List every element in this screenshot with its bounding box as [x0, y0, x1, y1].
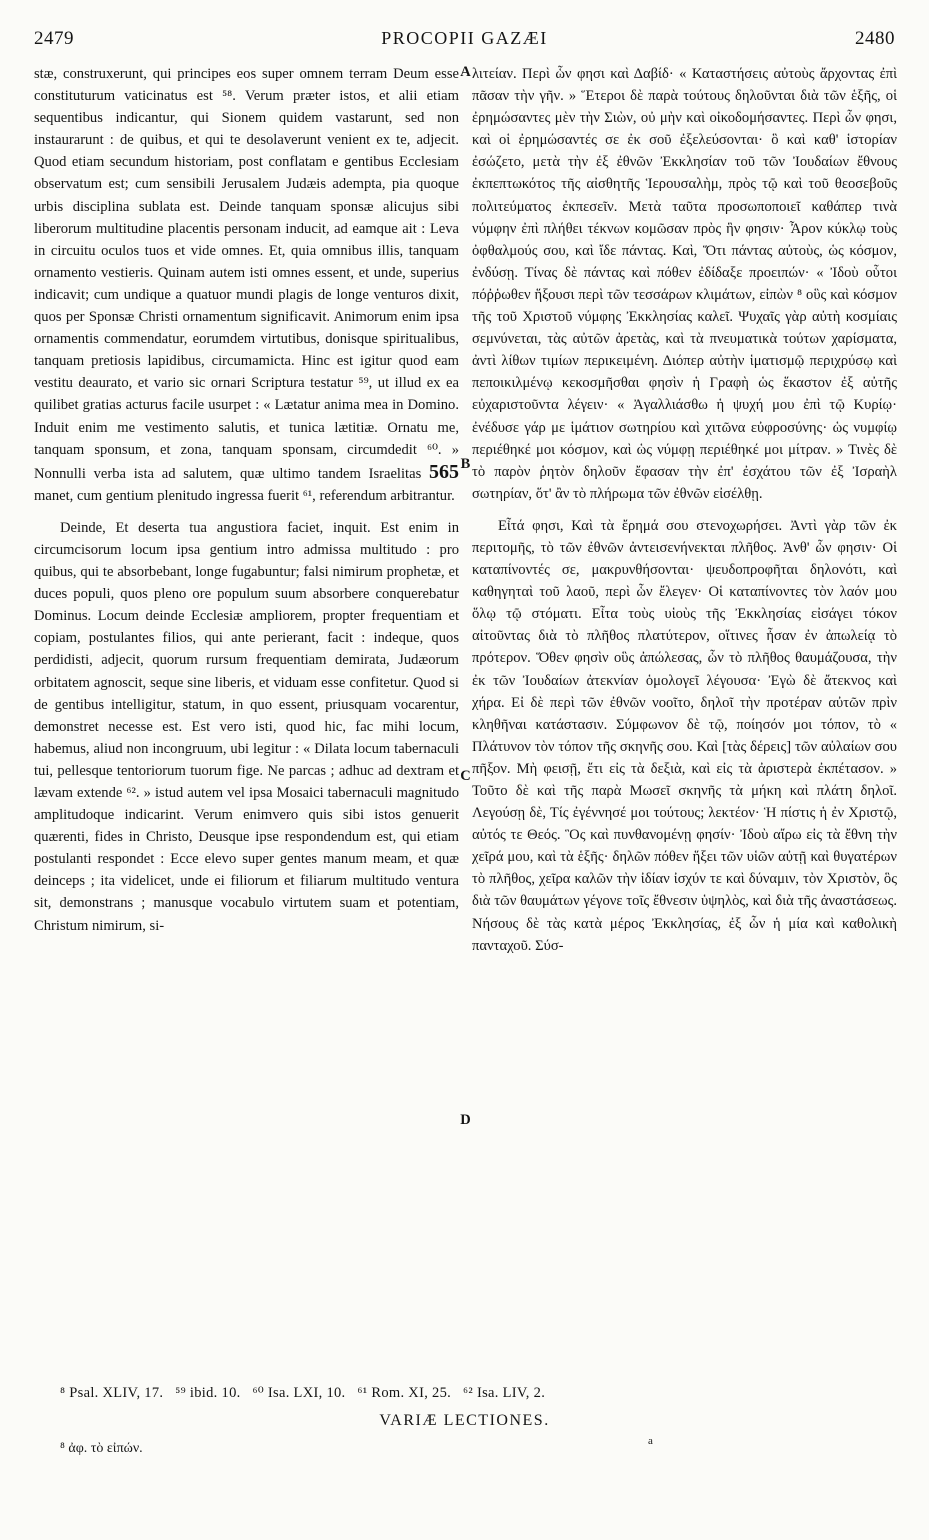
footnotes: [60, 1385, 895, 1402]
greek-column: [472, 63, 897, 957]
footnote: ⁶² Isa. LIV, 2.: [463, 1385, 546, 1401]
right-page-number: 2480: [855, 28, 895, 49]
footnote: ⁵⁹ ibid. 10.: [175, 1385, 241, 1401]
latin-paragraph-2: Deinde, Et deserta tua angustiora faciet, inquit. Est enim in circumcisorum locum ipsa gentium intro admissa multitudo : pro quibus, qui te absorbebant, longe fugabuntur; falsi nimirum prophetæ, et duces populi, quos pleno ore populum suum absorbere conquerebatur Dominus. Locum deinde Ecclesiæ ampliorem, propter frequentiam et copiam, postulantes filios, qui ante perierant, facit : indeque, quos perdidisti, adjecit, quorum rursum frequentiam demirata, Judæorum orbitatem agnoscit, seque sine liberis, et viduam esse confitetur. Quod si de gentibus intelligitur, statum, in quo essent, priusquam vocarentur, demonstret necesse est. Est vero isti, quod hic, fac mihi locum, habemus, aliud non incongruum, ubi legitur : « Dilata locum tabernaculi tui, pellesque tentoriorum tuorum fige. Ne parcas ; adhuc ad dextram et lævam extende ⁶². » istud autem vel ipsa Mosaici tabernaculi magnitudo amplitudoque indicarint. Verum enimvero quis sibi istos genuerit quærenti, fides in Christo, Deusque ipse respondendum est, qui etiam postulanti respondet : Ecce elevo super gentes manum meam, et quæ deinceps ; ita videlicet, unde ei filiorum et filiarum multitudo ventura sit, demonstrans ; manusque vocabulo virtutem suam et potentiam, Christum nimirum, si-: [34, 519, 459, 934]
footnote: ⁶¹ Rom. XI, 25.: [357, 1385, 452, 1401]
margin-letter-b: B: [460, 456, 471, 472]
latin-column: [34, 63, 459, 937]
running-header: [34, 28, 895, 54]
latin-paragraph-1-text: stæ, construxerunt, qui principes eos super omnem terram Deum esse constituturum vaticinatus est ⁵⁸. Verum præter istos, et alii etiam sequentibus indicantur, qui Sionem quidem vastarunt, sed non instaurarunt : de quibus, et qui te desolaverunt venient ex te, adjecit. Quod etiam secundum historiam, post conflatam e gentibus Ecclesiam observatum est; cum sensibili Jerusalem Judæis adempta, pia quoque urbis disciplina sublata est. Deinde tanquam sponsæ alicujus sibi liberorum multitudine placentis personam inducit, ad eamque ait : Leva in circuitu oculos tuos et vide omnes. Et, quia omnibus illis, tanquam ornamento vestieris. Quinam autem isti omnes essent, et unde, superius indicavit; cum undique a quatuor mundi plagis de longe venturos dixit, quos per Sponsæ Christi ornamentum significavit. Animorum enim ipsa ornamentis commendatur, eorumdem virtutibus, donisque spiritualibus, tanquam pretiosis lapidibus, circumamicta. Hinc est igitur quod eam vestitu deaurato, et vario sic ornari Scriptura testatur ⁵⁹, ut illud ex ea quilibet gratias acturus facile usurpet : « Lætatur anima mea in Domino. Induit enim me vestimento salutis, et tunica lætitiæ. Ornatu me, tanquam sponsum, et zona, tanquam sponsam, circumdedit ⁶⁰. » Nonnulli verba ista ad salutem, quæ ultimo tandem Israelitas: [34, 66, 459, 482]
latin-paragraph-1-tail: manet, cum gentium plenitudo ingressa fuerit ⁶¹, referendum arbitrantur.: [34, 487, 455, 504]
greek-paragraph-2: Εἶτά φησι, Καὶ τὰ ἔρημά σου στενοχωρήσει. Ἀντὶ γὰρ τῶν ἐκ περιτομῆς, τὸ τῶν ἐθνῶν ἀντεισενήνεκται πλῆθος. Ἀνθ' ὧν φησιν· Οἱ καταπίνοντές σε, μακρυνθήσονται· ψευδοπροφῆται δηλονότι, καὶ καθηγηταὶ τοῦ λαοῦ, περὶ ὧν ἔλεγεν· Οἱ καταπίνοντες τὸν λαόν μου ὅλῳ τῷ στόματι. Εἶτα τοὺς υἱοὺς τῆς Ἐκκλησίας εἰσάγει τόκον αἰτοῦντας διὰ τὸ πλῆθος πλατύτερον, οἵτινες ἦσαν ἐν ἀπωλείᾳ τὸ πρότερον. Ὅθεν φησὶν οὓς ἀπώλεσας, ὧν τὸ πλῆθος θαυμάζουσα, τὴν ἐκ τῶν Ἰουδαίων ἀτεκνίαν ὁμολογεῖ λέγουσα· Ἐγὼ δὲ ἄτεκνος καὶ χήρα. Εἰ δὲ περὶ τῶν ἐθνῶν νοοῖτο, δηλοῖ τὴν προτέραν αὐτῶν πρὶν κληθῆναι κατάστασιν. Σύμφωνον δὲ τῷ, ποίησόν μοι τόπον, τὸ « Πλάτυνον τὸν τόπον τῆς σκηνῆς σου. Καὶ [τὰς δέρεις] τῶν αὐλαίων σου πῆξον. Μὴ φεισῇ, ἔτι εἰς τὰ δεξιὰ, καὶ εἰς τὰ ἀριστερὰ ἐκπέτασον. » Τοῦτο δὲ καὶ τῆς παρὰ Μωσεῖ σκηνῆς τὰ μήκη καὶ πλάτη δηλοῖ. Λεγούσῃ δὲ, Τίς ἐγέννησέ μοι τούτους; λεκτέον· Ἡ πίστις ἡ ἐν Χριστῷ, αὐτός τε Θεός. Ὃς καὶ πυνθανομένῃ φησίν· Ἰδοὺ αἴρω εἰς τὰ ἔθνη τὴν χεῖρά μου, καὶ τὰ ἑξῆς· δηλῶν πόθεν ἥξει τῶν υἱῶν αὐτῇ καὶ θυγατέρων τὸ πλῆθος, χεῖρα καλῶν τὴν ἰδίαν ἰσχύν τε καὶ δύναμιν, τὸν Χριστὸν, ὃς διὰ τῶν θαυμάτων γέγονε τοῖς ἔθνεσιν ὑψηλὸς, καὶ διὰ τῆς ἀναστάσεως. Νήσους δὲ τὰς κατὰ μέρος Ἐκκλησίας, ἐξ ὧν ἡ μία καὶ καθολικὴ πανταχοῦ. Σύσ-: [472, 517, 897, 954]
margin-letter-d: D: [460, 1112, 471, 1128]
latin-paragraph-1: [34, 63, 459, 507]
left-page-number: 2479: [34, 28, 74, 49]
margin-letter-a: A: [460, 64, 471, 80]
column-number: 565: [429, 460, 459, 483]
stray-mark: a: [648, 1435, 653, 1447]
running-title: PROCOPII GAZÆI: [381, 28, 548, 48]
variae-lectiones-title: VARIÆ LECTIONES.: [379, 1412, 550, 1429]
footnote: ⁸ Psal. XLIV, 17.: [60, 1385, 164, 1401]
variae-lectiones-note: ⁸ ἀφ. τὸ εἰπών.: [60, 1441, 143, 1456]
margin-letter-c: C: [460, 768, 471, 784]
footnote: ⁶⁰ Isa. LXI, 10.: [252, 1385, 346, 1401]
greek-paragraph-1: λιτείαν. Περὶ ὧν φησι καὶ Δαβίδ· « Καταστήσεις αὐτοὺς ἄρχοντας ἐπὶ πᾶσαν τὴν γῆν. » Ἕτεροι δὲ παρὰ τούτους δηλοῦνται διὰ τῶν ἑξῆς, οἱ ἐρημώσαντες μὲν τὴν Σιὼν, οὐ μὴν καὶ οἰκοδομήσαντες. Περὶ ὧν φησι, καὶ οἱ ἐρημώσαντές σε ἐκ σοῦ ἐξελεύσονται· ὃ καὶ καθ' ἱστορίαν ἐσώζετο, μετὰ τὴν ἐξ ἐθνῶν Ἐκκλησίαν τοῦ τῶν Ἰουδαίων ἔθνους ἐκπεπτωκότος τῆς αἰσθητῆς Ἱερουσαλὴμ, πρὸς τῷ καὶ τοῦ θεοσεβοῦς πολιτεύματος ἐκπεσεῖν. Μετὰ ταῦτα προσωποποιεῖ καθάπερ τινὰ νύμφην ἐπὶ πλήθει τέκνων κομῶσαν πρὸς ἣν φησιν· Ἆρον κύκλῳ τοὺς ὀφθαλμούς σου, καὶ ἴδε πάντας. Καὶ, Ὅτι πάντας αὐτοὺς, ὡς κόσμον, ἐνδύσῃ. Τίνας δὲ πάντας καὶ πόθεν ἐδίδαξε προειπών· « Ἰδοὺ οὗτοι πόῤῥωθεν ἥξουσι περὶ τῶν τεσσάρων κλιμάτων, εἰπὼν ⁸ οὓς καὶ κόσμον τῆς τοῦ Χριστοῦ νύμφης Ἐκκλησίας καλεῖ. Ψυχαῖς γὰρ αὐτὴ κοσμίαις σεμνύνεται, τὰς αὐτῶν ἀρετὰς, καὶ τὰ πνευματικὰ τούτων χαρίσματα, ἀντὶ λίθων τιμίων περικειμένη. Διόπερ αὐτὴν ἱματισμῷ περιχρύσῳ καὶ πεποικιλμένῳ κεκοσμῆσθαι φησὶν ἡ Γραφὴ ὡς ἕκαστον ἐξ αὐτῆς εὐχαριστοῦντα λέγειν· « Ἀγαλλιάσθω ἡ ψυχή μου ἐπὶ τῷ Κυρίῳ· ἐνέδυσε γάρ με ἱμάτιον σωτηρίου καὶ χιτῶνα εὐφροσύνης· ὡς νυμφίῳ περιέθηκέ μοι κόσμον, καὶ ὡς νύμφῃ περιέθηκέ μοι μίτραν. » Τινὲς δὲ τὸ παρὸν ῥητὸν δηλοῦν ἔφασαν τὴν ἐπ' ἐσχάτου τῶν ἐξ Ἰσραὴλ σωτηρίαν, ὅτ' ἂν τὸ πλήρωμα τῶν ἐθνῶν εἰσέλθῃ.: [472, 66, 897, 502]
